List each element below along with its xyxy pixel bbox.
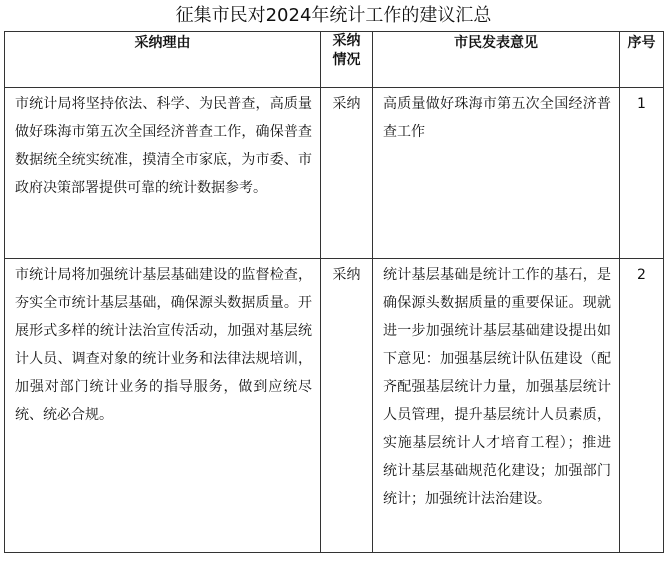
row-status-cell xyxy=(321,259,373,553)
row-opinion-text: 统计基层基础是统计工作的基石，是确保源头数据质量的重要保证。现就进一步加强统计基层基础建设提出如下意见：加强基层统计队伍建设（配齐配强基层统计力量，加强基层统计人员管理，提升基层统计人员素质，实施基层统计人才培育工程）；推进统计基层基础规范化建设；加强部门统计；加强统计法治建设。 xyxy=(383,267,611,507)
row-status-text: 采纳 xyxy=(332,267,361,283)
table-header-row xyxy=(5,32,664,88)
row-opinion-text: 高质量做好珠海市第五次全国经济普查工作 xyxy=(383,96,611,140)
row-reason-cell xyxy=(5,88,321,259)
row-index-cell xyxy=(620,88,664,259)
table-row xyxy=(5,88,664,259)
row-reason-cell xyxy=(5,259,321,553)
header-index: 序号 xyxy=(620,32,664,88)
row-opinion-cell xyxy=(373,259,620,553)
suggestions-table xyxy=(4,31,664,553)
header-status xyxy=(321,32,373,88)
row-index-text: 2 xyxy=(637,267,646,283)
header-opinion: 市民发表意见 xyxy=(373,32,620,88)
row-status-text: 采纳 xyxy=(332,96,361,112)
row-opinion-cell xyxy=(373,88,620,259)
row-index-cell xyxy=(620,259,664,553)
document-title: 征集市民对2024年统计工作的建议汇总 xyxy=(175,5,492,26)
table-row xyxy=(5,259,664,553)
row-reason-text: 市统计局将坚持依法、科学、为民普查，高质量做好珠海市第五次全国经济普查工作，确保普查数据统全统实统准，摸清全市家底，为市委、市政府决策部署提供可靠的统计数据参考。 xyxy=(15,96,312,196)
row-index-text: 1 xyxy=(637,96,646,112)
header-status-label: 采纳情况 xyxy=(332,33,361,68)
row-reason-text: 市统计局将加强统计基层基础建设的监督检查，夯实全市统计基层基础，确保源头数据质量。开展形式多样的统计法治宣传活动，加强对基层统计人员、调查对象的统计业务和法律法规培训，加强对部门统计业务的指导服务，做到应统尽统、统必合规。 xyxy=(15,267,312,423)
header-reason: 采纳理由 xyxy=(5,32,321,88)
row-status-cell xyxy=(321,88,373,259)
